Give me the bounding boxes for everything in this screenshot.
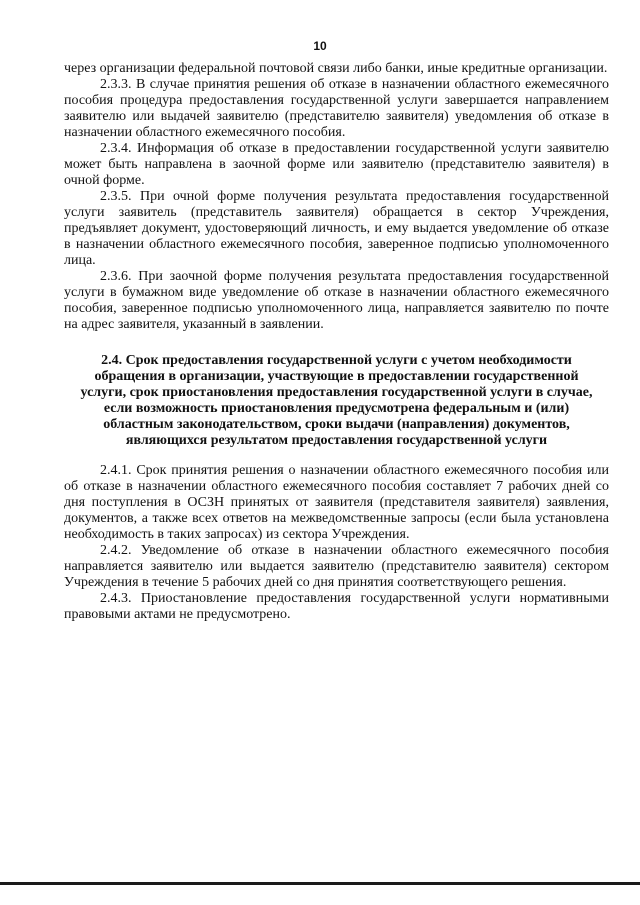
paragraph-continuation: через организации федеральной почтовой связи либо банки, иные кредитные организации.	[64, 61, 608, 76]
paragraph-2-3-3: 2.3.3. В случае принятия решения об отказе в назначении областного ежемесячного пособия процедура предоставления государственной услуги завершается направлением заявителю или выдачей заявителю (представителю заявителя) уведомления об отказе в назначении областного ежемесячного пособия.	[64, 77, 609, 140]
paragraph-2-3-6: 2.3.6. При заочной форме получения результата предоставления государственной услуги в бумажном виде уведомление об отказе в назначении областного ежемесячного пособия, заверенное подписью уполномоченного лица, направляется заявителю по почте на адрес заявителя, указанный в заявлении.	[64, 269, 609, 332]
document-body	[64, 61, 609, 623]
paragraph-2-3-5: 2.3.5. При очной форме получения результата предоставления государственной услуги заявитель (представитель заявителя) обращается в сектор Учреждения, предъявляет документ, удостоверяющий личность, и ему выдается уведомление об отказе в назначении областного ежемесячного пособия, заверенное подписью уполномоченного лица.	[64, 189, 609, 268]
paragraph-2-3-4: 2.3.4. Информация об отказе в предоставлении государственной услуги заявителю может быть направлена в заочной форме или заявителю (представителю заявителя) в очной форме.	[64, 141, 609, 188]
paragraph-2-4-3: 2.4.3. Приостановление предоставления государственной услуги нормативными правовыми актами не предусмотрено.	[64, 591, 609, 622]
bottom-scan-border	[0, 882, 640, 885]
paragraph-2-4-2: 2.4.2. Уведомление об отказе в назначении областного ежемесячного пособия направляется заявителю или выдается заявителю (представителю заявителя) сектором Учреждения в течение 5 рабочих дней со дня принятия соответствующего решения.	[64, 543, 609, 590]
section-heading-2-4: 2.4. Срок предоставления государственной услуги с учетом необходимости обращения в организации, участвующие в предоставлении государственной услуги, срок приостановления предоставления государственной услуги в случае, если возможность приостановления предусмотрена федеральным и (или) областным законодательством, сроки выдачи (направления) документов, являющихся результатом предоставления государственной услуги	[80, 353, 593, 448]
page-number: 10	[313, 39, 327, 53]
paragraph-2-4-1: 2.4.1. Срок принятия решения о назначении областного ежемесячного пособия или об отказе в назначении областного ежемесячного пособия составляет 7 рабочих дней со дня поступления в ОСЗН принятых от заявителя (представителя заявителя) заявления, документов, а также всех ответов на межведомственные запросы (если была установлена необходимость в таких запросах) из сектора Учреждения.	[64, 463, 609, 542]
